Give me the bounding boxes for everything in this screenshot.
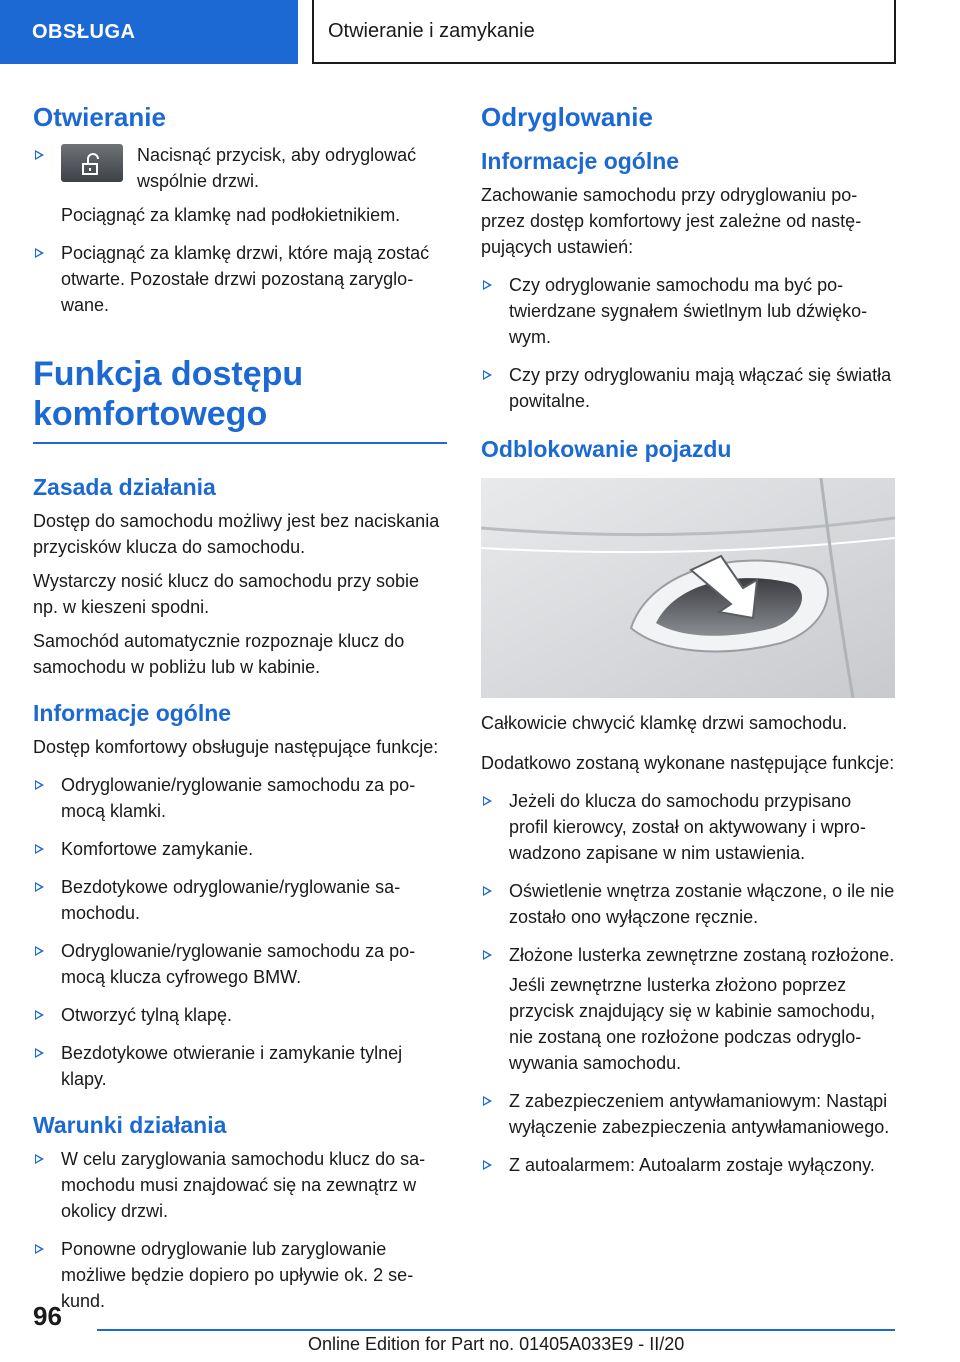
triangle-bullet-icon	[483, 370, 492, 380]
item-text: Odryglowanie/ryglowanie samochodu za pomocą klucza cyfrowego BMW.	[61, 941, 416, 987]
triangle-bullet-icon	[483, 796, 492, 806]
triangle-bullet-icon	[483, 280, 492, 290]
item-text: Oświetlenie wnętrza zostanie włączone, o ile nie zostało ono wyłączone ręcznie.	[509, 881, 895, 927]
triangle-bullet-icon	[35, 248, 44, 258]
item-text: Ponowne odryglowanie lub zaryglowanie możliwe będzie dopiero po upływie ok. 2 sekund.	[61, 1239, 414, 1311]
list-item	[33, 1236, 447, 1314]
item-text: Czy odryglowanie samochodu ma być potwierdzane sygnałem świetlnym lub dźwiękowym.	[509, 275, 868, 347]
unlock-functions-list	[481, 788, 895, 1178]
item-text: Z zabezpieczeniem antywłamaniowym: Nastąpi wyłączenie zabezpieczenia antywłamaniowego.	[509, 1091, 890, 1137]
list-item	[33, 836, 447, 862]
list-item	[33, 772, 447, 824]
triangle-bullet-icon	[35, 1244, 44, 1254]
heading-funkcja	[33, 354, 447, 434]
list-item	[33, 1146, 447, 1224]
list-item	[481, 272, 895, 350]
otwieranie-steps-2	[33, 240, 447, 318]
item-text: W celu zaryglowania samochodu klucz do samochodu musi znajdować się na zewnątrz w okolicy drzwi.	[61, 1149, 426, 1221]
item-text: Bezdotykowe otwieranie i zamykanie tylnej klapy.	[61, 1043, 403, 1089]
triangle-bullet-icon	[35, 1048, 44, 1058]
item-text: Komfortowe zamykanie.	[61, 839, 254, 859]
item-text: Bezdotykowe odryglowanie/ryglowanie samochodu.	[61, 877, 401, 923]
triangle-bullet-icon	[35, 1010, 44, 1020]
list-item	[33, 874, 447, 926]
list-item	[481, 942, 895, 1076]
right-column	[481, 100, 895, 1190]
triangle-bullet-icon	[483, 1160, 492, 1170]
triangle-bullet-icon	[35, 882, 44, 892]
heading-line: komfortowego	[33, 395, 268, 433]
triangle-bullet-icon	[483, 1096, 492, 1106]
paragraph: Dodatkowo zostaną wykonane następujące funkcje:	[481, 753, 895, 773]
unlock-button-icon	[61, 144, 123, 182]
heading-warunki: Warunki działania	[33, 1112, 227, 1138]
triangle-bullet-icon	[35, 780, 44, 790]
item-text: Złożone lusterka zewnętrzne zostaną rozłożone.	[509, 945, 895, 965]
paragraph: Dostęp komfortowy obsługuje następujące funkcje:	[33, 737, 439, 757]
paragraph: Samochód automatycznie rozpoznaje klucz do samochodu w pobliżu lub w kabinie.	[33, 631, 405, 677]
chapter-title: Otwieranie i zamykanie	[312, 0, 896, 64]
item-text: Jeżeli do klucza do samochodu przypisano profil kierowcy, został on aktywowany i wprowadzono zapisane w nim ustawienia.	[509, 791, 866, 863]
heading-odblokowanie: Odblokowanie pojazdu	[481, 436, 732, 462]
heading-odryglowanie: Odryglowanie	[481, 102, 653, 132]
list-item	[33, 240, 447, 318]
list-item	[481, 362, 895, 414]
list-item	[481, 1088, 895, 1140]
paragraph: Całkowicie chwycić klamkę drzwi samochodu.	[481, 713, 848, 733]
conditions-list	[33, 1146, 447, 1314]
heading-line: Funkcja dostępu	[33, 355, 304, 393]
step-follow-text: Pociągnąć za klamkę nad podłokietnikiem.	[61, 205, 401, 225]
list-item	[481, 788, 895, 866]
footer-divider	[97, 1329, 895, 1331]
item-text: Otworzyć tylną klapę.	[61, 1005, 233, 1025]
list-item	[481, 878, 895, 930]
paragraph: Dostęp do samochodu możliwy jest bez naciskania przycisków klucza do samochodu.	[33, 511, 440, 557]
paragraph: Wystarczy nosić klucz do samochodu przy sobie np. w kieszeni spodni.	[33, 571, 419, 617]
triangle-bullet-icon	[35, 946, 44, 956]
item-text: Czy przy odryglowaniu mają włączać się światła powitalne.	[509, 365, 892, 411]
triangle-bullet-icon	[483, 886, 492, 896]
triangle-bullet-icon	[35, 150, 44, 160]
list-item	[33, 1040, 447, 1092]
list-item	[33, 1002, 447, 1028]
otwieranie-steps	[33, 142, 447, 194]
section-tab[interactable]: OBSŁUGA	[0, 0, 298, 64]
triangle-bullet-icon	[483, 950, 492, 960]
list-item	[33, 938, 447, 990]
heading-funkcja-wrap	[33, 354, 447, 444]
features-list	[33, 772, 447, 1092]
heading-zasada: Zasada działania	[33, 474, 216, 500]
item-text: Odryglowanie/ryglowanie samochodu za pomocą klamki.	[61, 775, 416, 821]
item-text: Pociągnąć za klamkę drzwi, które mają zostać otwarte. Pozostałe drzwi pozostaną zaryglowane.	[61, 243, 430, 315]
page-number: 96	[33, 1301, 62, 1331]
triangle-bullet-icon	[35, 844, 44, 854]
paragraph: Zachowanie samochodu przy odryglowaniu poprzez dostęp komfortowy jest zależne od następujących ustawień:	[481, 185, 862, 257]
door-handle-image	[481, 478, 895, 698]
left-column	[33, 100, 447, 1326]
triangle-bullet-icon	[35, 1154, 44, 1164]
list-item	[481, 1152, 895, 1178]
heading-informacje-right: Informacje ogólne	[481, 148, 680, 174]
step-text: Nacisnąć przycisk, aby odryglować wspólnie drzwi.	[137, 145, 417, 191]
mirror-note: Jeśli zewnętrzne lusterka złożono poprzez przycisk znajdujący się w kabinie samochodu, nie zostaną one rozłożone podczas odryglowywania samochodu.	[509, 975, 876, 1073]
item-text: Z autoalarmem: Autoalarm zostaje wyłączony.	[509, 1155, 875, 1175]
footer-edition: Online Edition for Part no. 01405A033E9 - II/20	[308, 1334, 685, 1354]
heading-informacje: Informacje ogólne	[33, 700, 232, 726]
heading-otwieranie: Otwieranie	[33, 102, 166, 132]
list-item	[33, 142, 447, 194]
settings-list	[481, 272, 895, 414]
